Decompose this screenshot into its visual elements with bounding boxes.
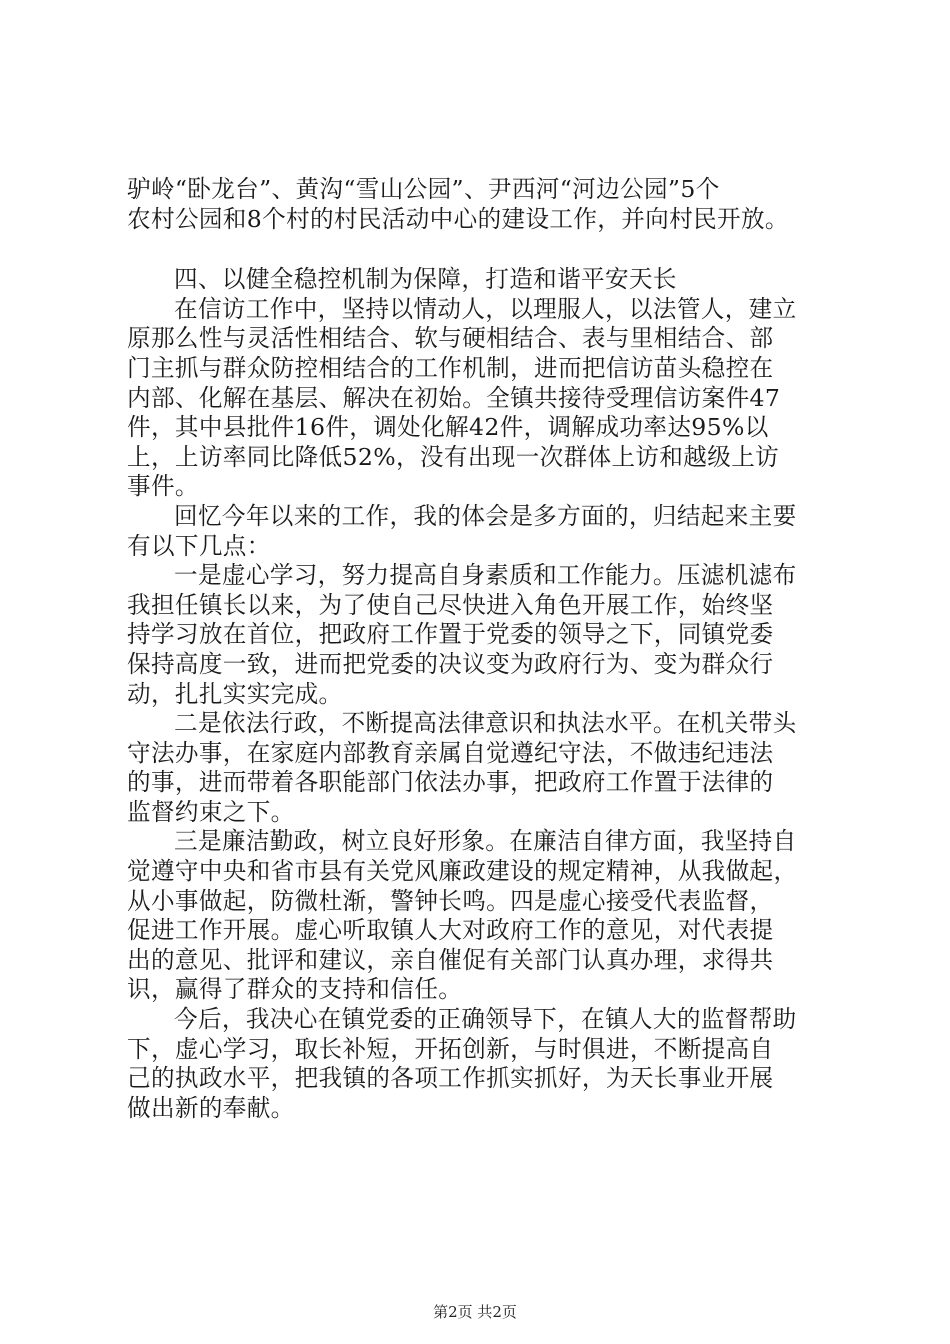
text-line: 下，虚心学习，取长补短，开拓创新，与时俱进，不断提高自	[127, 1034, 774, 1063]
text-line: 己的执政水平，把我镇的各项工作抓实抓好，为天长事业开展	[127, 1064, 774, 1093]
text-line: 在信访工作中，坚持以情动人，以理服人，以法管人，建立	[174, 294, 797, 323]
text-line: 件，其中县批件16件，调处化解42件，调解成功率达95%以	[127, 413, 769, 442]
text-line: 的事，进而带着各职能部门依法办事，把政府工作置于法律的	[127, 768, 774, 797]
text-line: 保持高度一致，进而把党委的决议变为政府行为、变为群众行	[127, 649, 774, 678]
text-line: 监督约束之下。	[127, 797, 295, 826]
text-line: 二是依法行政，不断提高法律意识和执法水平。在机关带头	[174, 709, 797, 738]
text-line: 促进工作开展。虚心听取镇人大对政府工作的意见，对代表提	[127, 916, 774, 945]
text-line: 上，上访率同比降低52%，没有出现一次群体上访和越级上访	[127, 442, 780, 471]
text-line: 出的意见、批评和建议，亲自催促有关部门认真办理，求得共	[127, 945, 774, 974]
text-line: 守法办事，在家庭内部教育亲属自觉遵纪守法，不做违纪违法	[127, 738, 774, 767]
text-line: 有以下几点：	[127, 531, 271, 560]
text-line: 动，扎扎实实完成。	[127, 679, 343, 708]
text-line: 做出新的奉献。	[127, 1093, 295, 1122]
text-line: 识，赢得了群众的支持和信任。	[127, 975, 463, 1004]
text-line: 我担任镇长以来，为了使自己尽快进入角色开展工作，始终坚	[127, 590, 774, 619]
text-line: 内部、化解在基层、解决在初始。全镇共接待受理信访案件47	[127, 383, 781, 412]
text-line: 一是虚心学习，努力提高自身素质和工作能力。压滤机滤布	[174, 561, 797, 590]
text-line: 回忆今年以来的工作，我的体会是多方面的，归结起来主要	[174, 501, 797, 530]
page-number-footer: 第2页 共2页	[433, 1303, 517, 1321]
text-line: 驴岭“卧龙台”、黄沟“雪山公园”、尹西河“河边公园”5个	[127, 175, 720, 203]
text-line: 从小事做起，防微杜渐，警钟长鸣。四是虚心接受代表监督，	[127, 886, 774, 915]
paragraph-gap	[127, 234, 839, 265]
text-line: 觉遵守中央和省市县有关党风廉政建设的规定精神，从我做起，	[127, 857, 798, 886]
section-heading: 四、以健全稳控机制为保障，打造和谐平安天长	[174, 265, 677, 294]
text-line: 门主抓与群众防控相结合的工作机制，进而把信访苗头稳控在	[127, 353, 774, 382]
document-body	[127, 175, 839, 1123]
text-line: 三是廉洁勤政，树立良好形象。在廉洁自律方面，我坚持自	[174, 827, 797, 856]
text-line: 今后，我决心在镇党委的正确领导下，在镇人大的监督帮助	[174, 1005, 797, 1034]
text-line: 持学习放在首位，把政府工作置于党委的领导之下，同镇党委	[127, 620, 774, 649]
text-line: 事件。	[127, 472, 199, 501]
text-line: 原那么性与灵活性相结合、软与硬相结合、表与里相结合、部	[127, 324, 774, 353]
text-line: 农村公园和8个村的村民活动中心的建设工作，并向村民开放。	[127, 204, 789, 233]
